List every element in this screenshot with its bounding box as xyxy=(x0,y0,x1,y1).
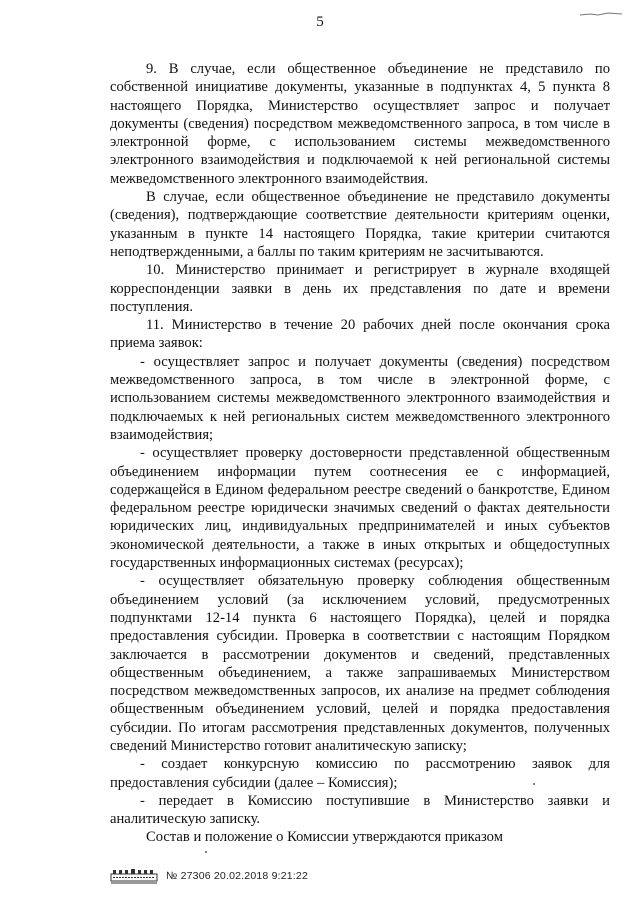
paragraph-10: 10. Министерство принимает и регистрирует в журнале входящей корреспонденции заявки в день их представления по дате и времени поступления. xyxy=(110,262,610,315)
document-stamp-code: № 27306 20.02.2018 9:21:22 xyxy=(166,870,308,882)
list-item: - осуществляет запрос и получает документы (сведения) посредством межведомственного запроса, в том числе в электронной форме, с использованием системы межведомственного электронного взаимодействия и подключаемых к ней региональных систем межведомственного электронного взаимодействия; xyxy=(110,353,610,443)
registry-logo-icon xyxy=(110,868,158,884)
list-item: - осуществляет обязательную проверку соблюдения общественным объединением условий (за исключением условий, предусмотренных подпунктами 12-14 пункта 6 настоящего Порядка), целей и порядка предоставления субсидии. Проверка в соответствии с настоящим Порядком заключается в рассмотрении документов и сведений, представленных общественным объединением, а также запрашиваемых Министерством посредством межведомственных запросов, их анализе на предмет соблюдения общественным объединением условий, целей и порядка предоставления субсидии. По итогам рассмотрения представленных документов, полученных сведений Министерство готовит аналитическую записку; xyxy=(110,573,610,754)
list-item: - передает в Комиссию поступившие в Министерство заявки и аналитическую записку. xyxy=(110,792,610,828)
list-item: - осуществляет проверку достоверности представленной общественным объединением информации путем соотнесения ее с информацией, содержащейся в Едином федеральном реестре сведений о банкротстве, Едином федеральном реестре юридически значимых сведений о фактах деятельности юридических лиц, индивидуальных предпринимателей и иных субъектов экономической деятельности, а также в иных открытых и общедоступных государственных информационных системах (ресурсах); xyxy=(110,445,610,572)
scan-speck xyxy=(205,851,207,853)
scan-artifact-mark xyxy=(580,4,622,10)
page-number: 5 xyxy=(316,14,324,30)
paragraph-commission: Состав и положение о Комиссии утверждаются приказом xyxy=(146,829,503,846)
paragraph-9: 9. В случае, если общественное объединение не представило по собственной инициативе документы, указанные в подпунктах 4, 5 пункта 8 настоящего Порядка, Министерство осуществляет запрос и получает документы (сведения) посредством межведомственного запроса, в том числе в электронной форме, с использованием системы межведомственного электронного взаимодействия и подключаемой к ней региональной системы межведомственного электронного взаимодействия. xyxy=(110,61,610,187)
document-footer xyxy=(110,866,308,886)
paragraph-9-criteria: В случае, если общественное объединение не представило документы (сведения), подтверждающие соответствие деятельности критериям оценки, указанным в пункте 14 настоящего Порядка, такие критерии считаются неподтвержденными, а баллы по таким критериям не засчитываются. xyxy=(110,189,610,260)
paragraph-11: 11. Министерство в течение 20 рабочих дней после окончания срока приема заявок: xyxy=(110,317,610,352)
list-item: - создает конкурсную комиссию по рассмотрению заявок для предоставления субсидии (далее – Комиссия); xyxy=(110,756,610,791)
scan-speck xyxy=(533,783,535,785)
document-body xyxy=(110,60,610,847)
